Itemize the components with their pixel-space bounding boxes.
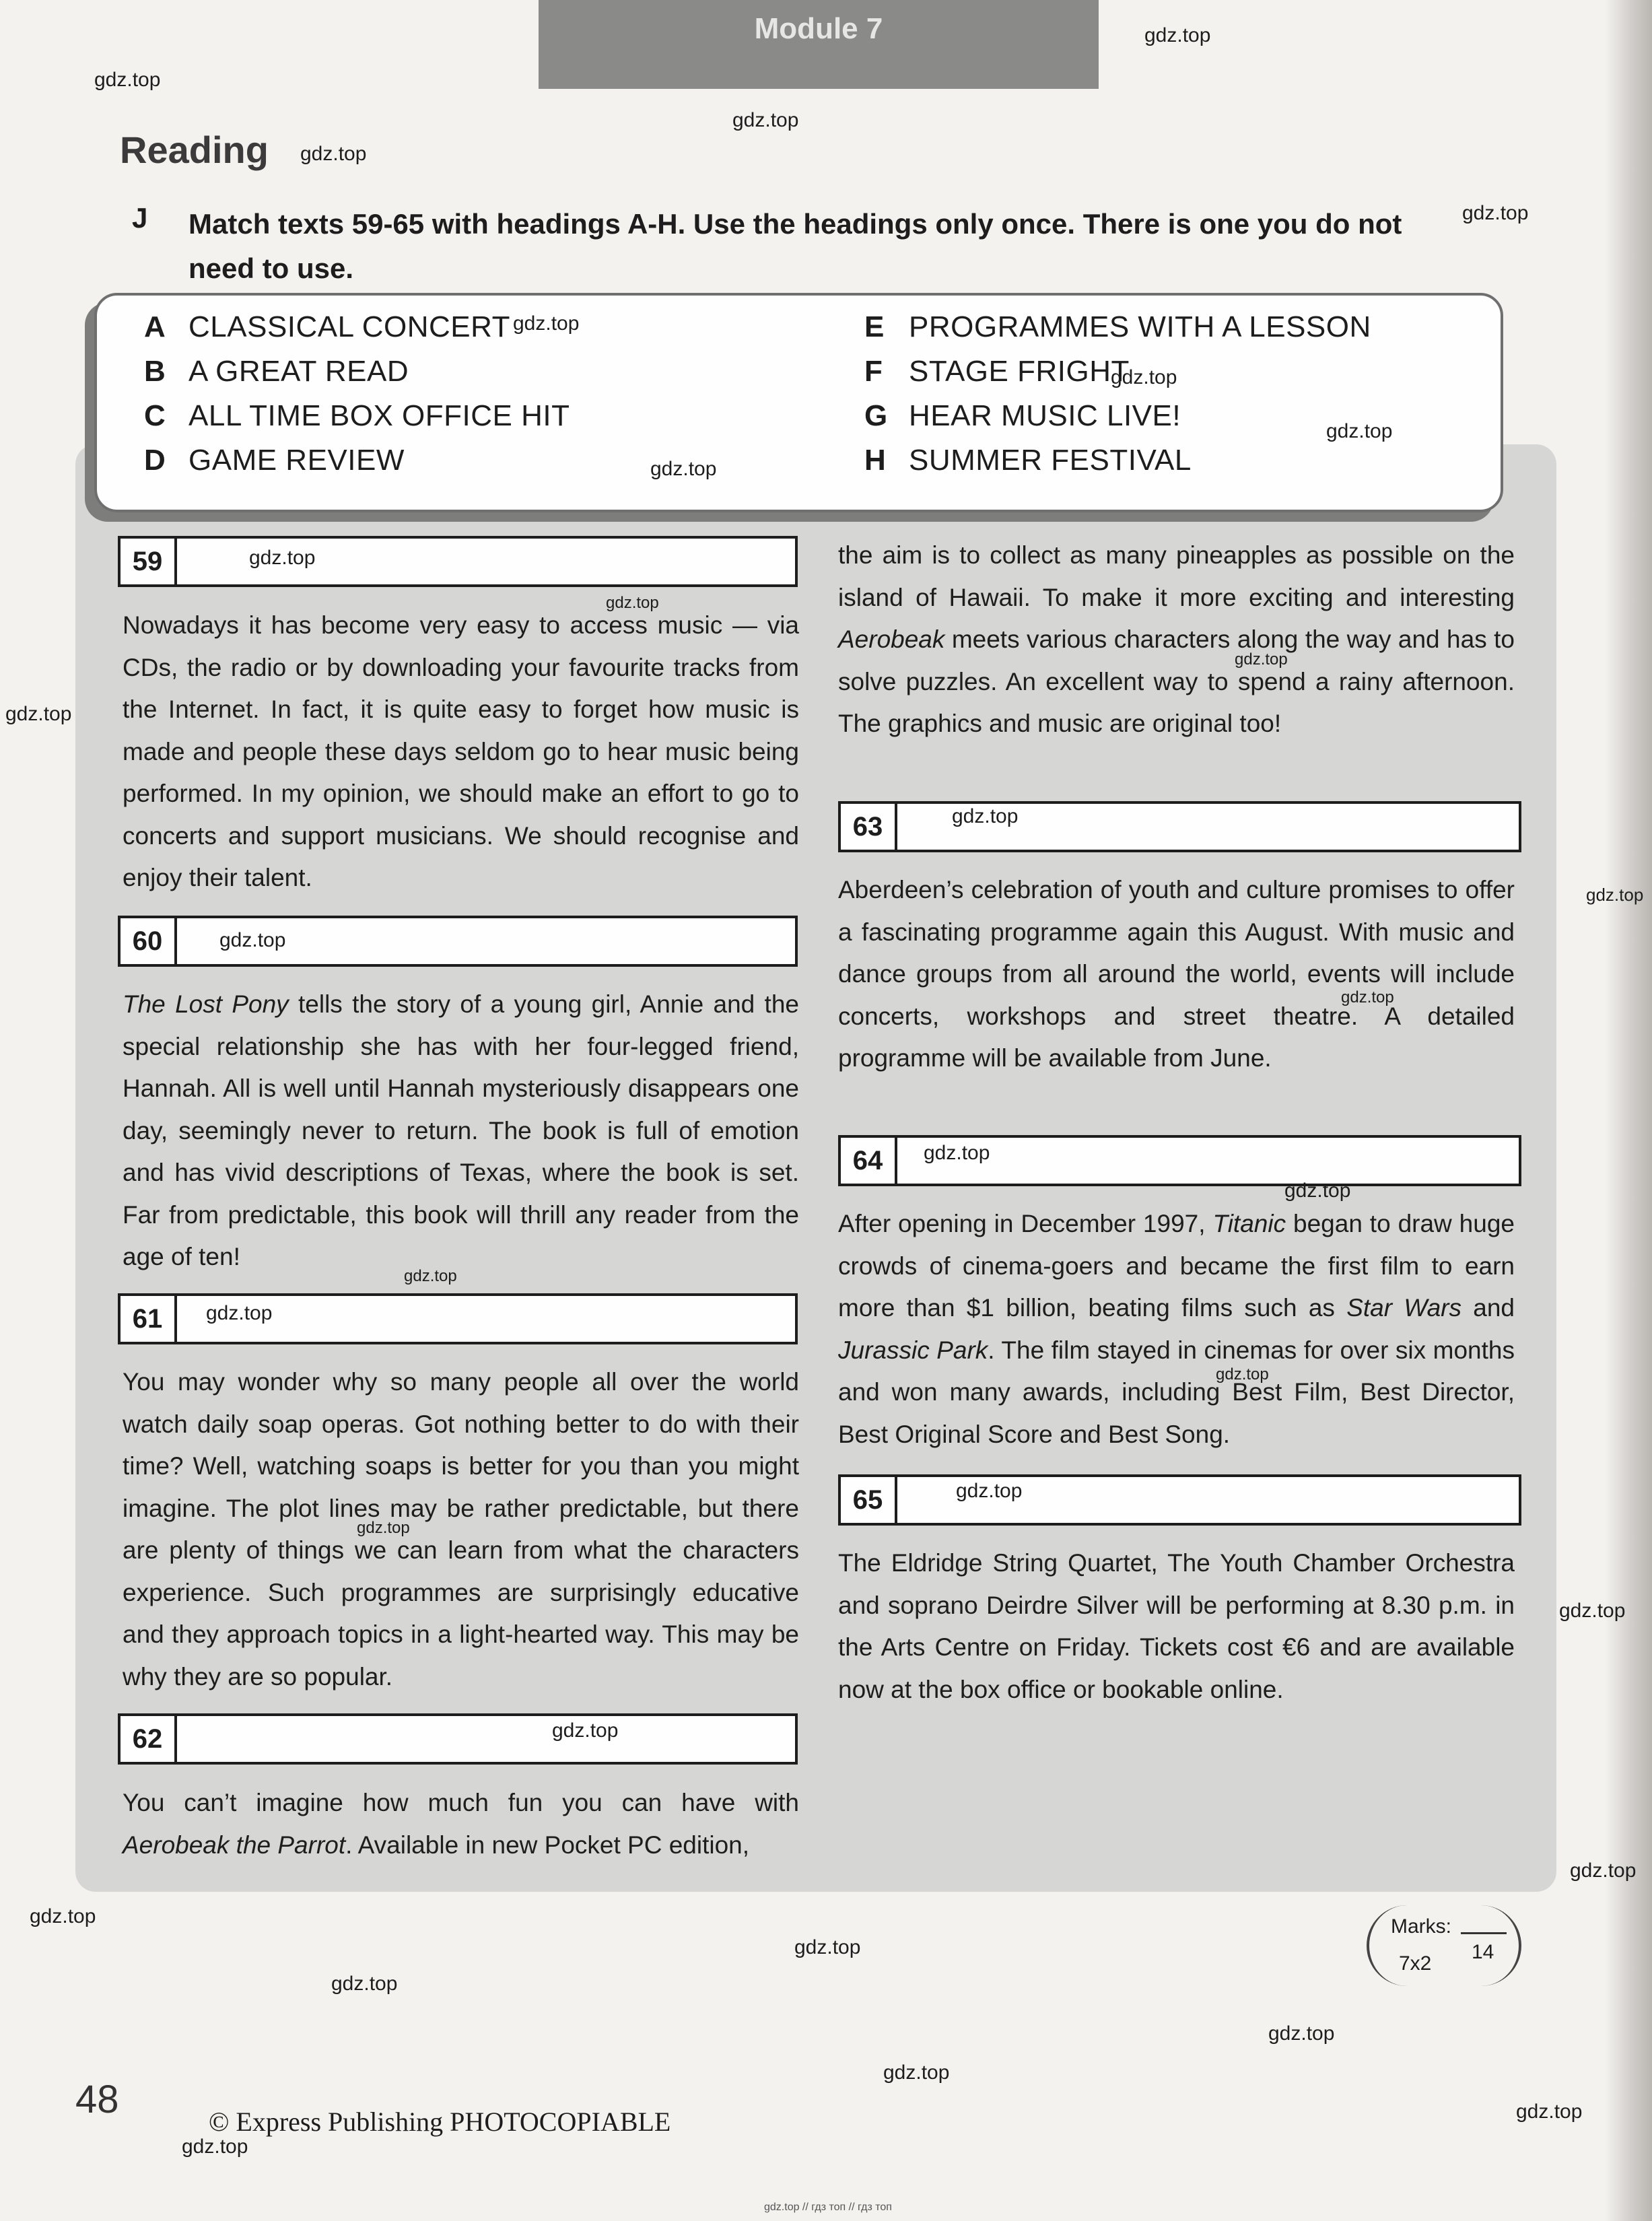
watermark: gdz.top <box>1284 1180 1351 1202</box>
watermark: gdz.top <box>1559 1600 1626 1622</box>
watermark: gdz.top <box>883 2061 950 2084</box>
watermark: gdz.top <box>1586 885 1644 905</box>
watermark: gdz.top <box>606 594 659 612</box>
watermark: gdz.top <box>30 1905 96 1927</box>
watermark: gdz.top <box>300 143 367 165</box>
watermark: gdz.top <box>404 1267 457 1285</box>
heading-g: G HEAR MUSIC LIVE! <box>864 399 1181 432</box>
watermark: gdz.top <box>956 1480 1023 1502</box>
watermark: gdz.top <box>206 1302 273 1324</box>
answer-box-63[interactable] <box>838 801 1521 852</box>
text-number-60: 60 <box>121 918 177 964</box>
text-65: The Eldridge String Quartet, The Youth Chamber Orchestra and soprano Deirdre Silver will be performing at 8.30 p.m. in the Arts Centre on Friday. Tickets cost €6 and are available now at the box office or bookable online. <box>838 1549 1515 1703</box>
copyright: © Express Publishing PHOTOCOPIABLE <box>209 2107 671 2137</box>
answer-box-59[interactable] <box>118 536 798 587</box>
watermark: gdz.top <box>219 929 286 951</box>
heading-c: C ALL TIME BOX OFFICE HIT <box>144 399 570 432</box>
marks-blank-line <box>1461 1932 1507 1934</box>
text-60: The Lost Pony tells the story of a young girl, Annie and the special relationship she has with her four-legged friend, Hannah. All is well until Hannah mysteriously disappears one day, seemingly never to return. The book is full of emotion and has vivid descriptions of Texas, where the book is set. Far from predictable, this book will thrill any reader from the age of ten! <box>123 990 799 1270</box>
task-instruction: Match texts 59-65 with headings A-H. Use the headings only once. There is one you do not need to use. <box>188 208 1402 284</box>
watermark: gdz.top <box>952 805 1019 827</box>
watermark: gdz.top <box>1326 420 1393 442</box>
watermark: gdz.top <box>1268 2022 1335 2045</box>
text-number-65: 65 <box>841 1477 897 1523</box>
watermark: gdz.top <box>1111 366 1177 388</box>
module-title: Module 7 <box>754 12 883 45</box>
answer-box-65[interactable] <box>838 1474 1521 1526</box>
text-number-64: 64 <box>841 1138 897 1184</box>
marks-total: 14 <box>1472 1941 1494 1963</box>
heading-f: F STAGE FRIGHT <box>864 355 1130 388</box>
watermark: gdz.top <box>1462 202 1529 224</box>
text-64: After opening in December 1997, Titanic began to draw huge crowds of cinema-goers and became the first film to earn more than $1 billion, beating films such as Star Wars and Jurassic Park. The film stayed in cinemas for over six months and won many awards, including Best Film, Best Director, Best Original Score and Best Song. <box>838 1210 1515 1448</box>
watermark: gdz.top <box>650 458 717 480</box>
watermark: gdz.top <box>1570 1859 1637 1882</box>
heading-h: H SUMMER FESTIVAL <box>864 444 1192 477</box>
section-title: Reading <box>120 129 269 171</box>
answer-box-62[interactable] <box>118 1713 798 1765</box>
text-number-63: 63 <box>841 804 897 850</box>
watermark: gdz.top <box>924 1142 990 1164</box>
watermark: gdz.top <box>249 547 316 569</box>
site-note-bottom: gdz.top // гдз топ // гдз топ <box>764 2201 892 2213</box>
watermark: gdz.top <box>1216 1365 1269 1383</box>
text-61: You may wonder why so many people all over the world watch daily soap operas. Got nothing better to do with their time? Well, watching soaps is better for you than you might imagine. The plot lines may be rather predictable, but there are plenty of things we can learn from what the characters experience. Such programmes are surprisingly educative and they approach topics in a light-hearted way. This may be why they are so popular. <box>123 1368 799 1690</box>
text-number-62: 62 <box>121 1716 177 1762</box>
text-59: Nowadays it has become very easy to access music — via CDs, the radio or by downloading your favourite tracks from the Internet. In fact, it is quite easy to forget how music is made and people these days seldom go to hear music being performed. In my opinion, we should make an effort to go to concerts and support musicians. We should recognise and enjoy their talent. <box>123 611 799 891</box>
page-number: 48 <box>75 2078 119 2121</box>
watermark: gdz.top <box>513 312 580 335</box>
book-title: The Lost Pony <box>123 990 289 1018</box>
watermark: gdz.top <box>1235 650 1288 669</box>
heading-e: E PROGRAMMES WITH A LESSON <box>864 310 1371 343</box>
game-title: Aerobeak the Parrot <box>123 1831 346 1859</box>
text-63: Aberdeen’s celebration of youth and culture promises to offer a fascinating programme again this August. With music and dance groups from all around the world, events will include concerts, workshops and street theatre. A detailed programme will be available from June. <box>838 876 1515 1072</box>
task-letter: J <box>132 202 148 234</box>
watermark: gdz.top <box>331 1973 398 1995</box>
text-62-part2: the aim is to collect as many pineapples as possible on the island of Hawaii. To make it more exciting and interesting Aerobeak meets various characters along the way and has to solve puzzles. An excellent way to spend a rainy afternoon. The graphics and music are original too! <box>838 541 1515 737</box>
heading-d: D GAME REVIEW <box>144 444 405 477</box>
watermark: gdz.top <box>1341 988 1394 1006</box>
text-number-61: 61 <box>121 1296 177 1342</box>
watermark: gdz.top <box>732 109 799 131</box>
marks-label: Marks: <box>1391 1915 1451 1938</box>
watermark: gdz.top <box>1144 24 1211 46</box>
watermark: gdz.top <box>552 1719 619 1742</box>
watermark: gdz.top <box>1516 2100 1583 2123</box>
watermark: gdz.top <box>794 1936 861 1958</box>
watermark: gdz.top <box>357 1519 410 1537</box>
headings-box <box>94 293 1503 512</box>
marks-multiplier: 7x2 <box>1399 1952 1432 1975</box>
heading-a: A CLASSICAL CONCERT <box>144 310 510 343</box>
text-62-part1: You can’t imagine how much fun you can have with Aerobeak the Parrot. Available in new Pocket PC edition, <box>123 1789 799 1859</box>
heading-b: B A GREAT READ <box>144 355 409 388</box>
page-edge-shadow <box>1605 0 1652 2221</box>
watermark: gdz.top <box>94 69 161 91</box>
watermark: gdz.top <box>5 703 72 725</box>
text-number-59: 59 <box>121 539 177 584</box>
watermark: gdz.top <box>182 2135 248 2158</box>
